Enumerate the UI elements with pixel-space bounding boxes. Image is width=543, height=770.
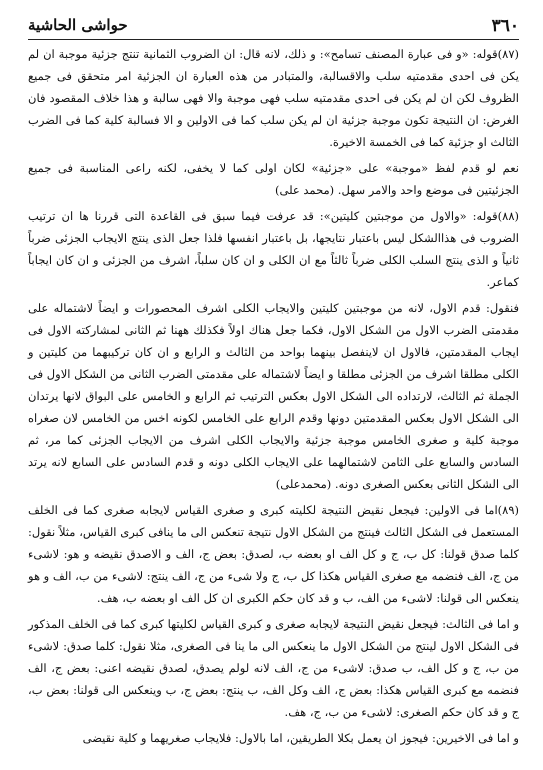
page-number: ٣٦٠ [491, 16, 519, 36]
paragraph-note-89: (٨٩)اما فى الاولين: فيجعل نقيض النتيجة لكليته كبرى و صغرى القياس لايجابه صغرى كما فى الخلف المستعمل فى الشكل الثالث فينتج من الشكل الاول نتيجة تنعكس الى ما ينافى كبرى القياس، مثلاً نقول: كلما صدق قولنا: كل ب، ج و كل الف او بعضه ب، لصدق: بعض ج، الف و الاصدق نقيضه و هو: لاشىء من ج، الف فنضمه مع صغرى القياس هكذا كل ب، ج ولا شىء من ج، الف ينتج: لاشىء من ب، الف و هو ينعكس الى قولنا: لاشىء من الف، ب و قد كان حكم الكبرى ان كل الف او بعضه ب، هف. [28, 503, 519, 605]
header-rule [28, 39, 519, 40]
paragraph-note-89-third: و اما فى الثالث: فيجعل نقيض النتيجة لايجابه صغرى و كبرى القياس لكليتها كبرى كما فى الخلف المذكور فى الشكل الاول لينتج من الشكل الاول ما ينعكس الى ما ينا فى الصغرى، مثلا نقول: كلما صدق: لاشىء من ب، ج و كل الف، ب صدق: لاشىء من ج، الف لانه لولم يصدق، لصدق نقيضه اعنى: بعض ج، الف فنضمه مع كبرى القياس هكذا: بعض ج، الف وكل الف، ب ينتج: بعض ج، ب وينعكس الى قولنا: بعض ب، ج و قد كان حكم الصغرى: لاشىء من ب، ج، هف. [28, 617, 519, 719]
paragraph-note-89-last: و اما فى الاخيرين: فيجوز ان يعمل بكلا الطريقين، اما بالاول: فلايجاب صغريهما و كلية نقيضى [82, 731, 519, 745]
paragraph-note-88-explanation: فنقول: قدم الاول، لانه من موجبتين كليتين والايجاب الكلى اشرف المحصورات و ايضاً لاشتماله على مقدمتى الضرب الاول من الشكل الاول، فكما جعل هناك اولاً فكذلك ههنا ثم الثانى لمشاركته الاول فى ايجاب المقدمتين، فالاول ان لاينفصل بينهما بواحد من الثالث و الرابع و ان كان تركيبهما من كليتين و الكلى مطلقا اشرف من الجزئى مطلقا و ايضاً لاشتماله على مقدمتى الضرب الثانى من الشكل الاول فى الجملة ثم الثالث، لارتداده الى الشكل الاول بعكس الترتيب ثم الرابع و الخامس على البواق لانها يرتدان الى الشكل الاول بعكس المقدمتين دونها وقدم الرابع على الخامس لكونه اخس من الخامس لان صغراه موجبة كلية و صغرى الخامس موجبة جزئية والايجاب الكلى اشرف من الايجاب الجزئى كما مر، ثم السادس والسابع على الثامن لاشتمالهما على الايجاب الكلى دونه و قدم السادس على السابع لانه يرتد الى الشكل الثانى بعكس الصغرى دونه. (محمدعلى) [28, 301, 519, 491]
paragraph-note-88: (٨٨)قوله: «والاول من موجبتين كليتين»: قد عرفت فيما سبق فى القاعدة التى قررنا ها ان ترتيب الضروب فى هذاالشكل ليس باعتبار نتايجها، بل باعتبار انفسها فلذا جعل الذى ينتج الايجاب الجزئى ضرباً ثانياً و الذى ينتج السلب الكلى ضرباً ثالثاً مع ان الكلى و ان كان سلباً، اشرف من الجزئى و ان كان ايجاباً كماعر. [28, 209, 519, 289]
paragraph-note-87-addendum: نعم لو قدم لفظ «موجبة» على «جزئية» لكان اولى كما لا يخفى، لكنه راعى المناسبة فى جميع الجزئيتين فى موضع واحد والامر سهل. (محمد على) [28, 161, 519, 197]
running-title: حواشى الحاشية [28, 16, 128, 34]
page-header [28, 14, 519, 42]
paragraph-note-87: (٨٧)قوله: «و فى عبارة المصنف تسامح»: و ذلك، لانه قال: ان الضروب الثمانية تنتج جزئية موجبة ان لم يكن فى احدى مقدمتيه سلب والاقسالبة، والمتبادر من هذه العبارة ان الجزئية امر متحقق فى جميع الظروف لكن ان لم يكن فى احدى مقدمتيه سلب فهى موجبة والا فهى سالبة و هذا خلاف المقصود فان الغرض: ان النتيجة تكون موجبة جزئية ان لم يكن سلب كما فى الاولين و الا فسالبة كلية كما فى الضرب الثالث او جزئية كما فى الخمسة الاخيرة. [28, 47, 519, 149]
page-body [28, 43, 519, 749]
